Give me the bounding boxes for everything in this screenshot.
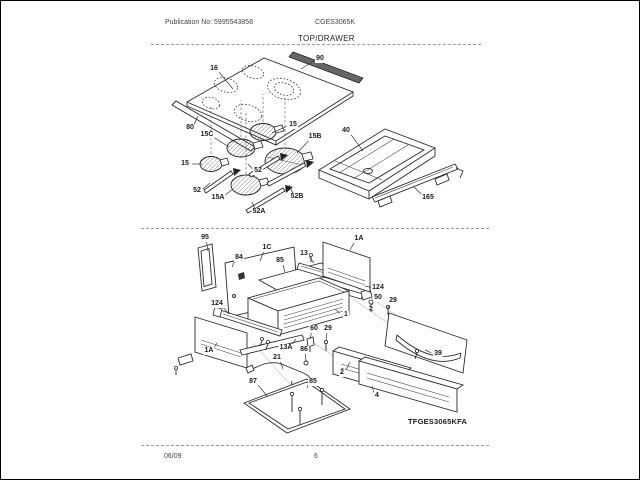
callout-87: 87 [249,378,257,385]
callout-15A: 15A [211,194,225,201]
leader-line-87 [258,385,267,396]
element-15-left [200,157,222,172]
callout-60: 60 [310,325,318,332]
callout-50: 50 [374,294,382,301]
callout-165: 165 [422,194,434,201]
bracket-95 [198,244,216,291]
callout-1C: 1C [262,244,272,251]
callout-39: 39 [434,350,442,357]
callout-13A: 13A [279,344,293,351]
callout-29: 29 [389,297,397,304]
drawer-diagram [175,242,468,433]
leader-line-13 [309,257,314,263]
callout-40: 40 [342,127,350,134]
callout-124: 124 [211,300,223,307]
footer-date: 06/09 [164,453,182,460]
leader-line-29 [326,333,327,341]
leader-line-15B [297,140,310,153]
callout-52B: 52B [290,193,304,200]
callout-21: 21 [273,354,281,361]
footer-page-number: 6 [314,453,318,460]
callout-1A: 1A [354,235,364,242]
element-15a [231,175,261,195]
callout-85: 85 [309,378,317,385]
callout-15: 15 [181,160,189,167]
leader-line-15C [213,137,229,147]
callout-1A: 1A [204,347,214,354]
publication-number: Publication No: 5995543858 [165,19,253,26]
maintop-pan [319,129,463,207]
rail-13a [240,335,304,355]
callout-16: 16 [210,65,218,72]
callout-4: 4 [375,392,379,399]
element-15-top [250,124,276,141]
callout-29: 29 [324,325,332,332]
screw-29-center [324,340,327,351]
leader-line-52 [248,164,252,169]
page-title: TOP/DRAWER [298,34,355,43]
element-15c [227,139,255,157]
clamp-86 [304,361,308,365]
callout-15C: 15C [200,131,214,138]
callout-15: 15 [289,121,297,128]
diagram-id: TFGES3065KFA [408,417,468,426]
callout-95: 95 [201,234,209,241]
callout-86: 86 [300,346,308,353]
callout-85: 85 [276,257,284,264]
callout-15B: 15B [308,133,322,140]
callout-90: 90 [316,55,324,62]
callout-13: 13 [300,250,308,257]
callout-1: 1 [344,311,348,318]
callout-52: 52 [254,167,262,174]
leader-line-21 [280,362,283,369]
callout-124: 124 [372,284,384,291]
leader-line-1A [350,242,355,250]
callout-2: 2 [340,369,344,376]
side-panel-1a-left [195,317,247,368]
callout-52A: 52A [252,208,266,215]
callout-84: 84 [235,254,243,261]
callout-52: 52 [193,187,201,194]
callout-80: 80 [186,124,194,131]
exploded-view-canvas [1,1,640,480]
leader-line-86 [305,354,306,361]
model-number: CGES3065K [315,19,356,26]
